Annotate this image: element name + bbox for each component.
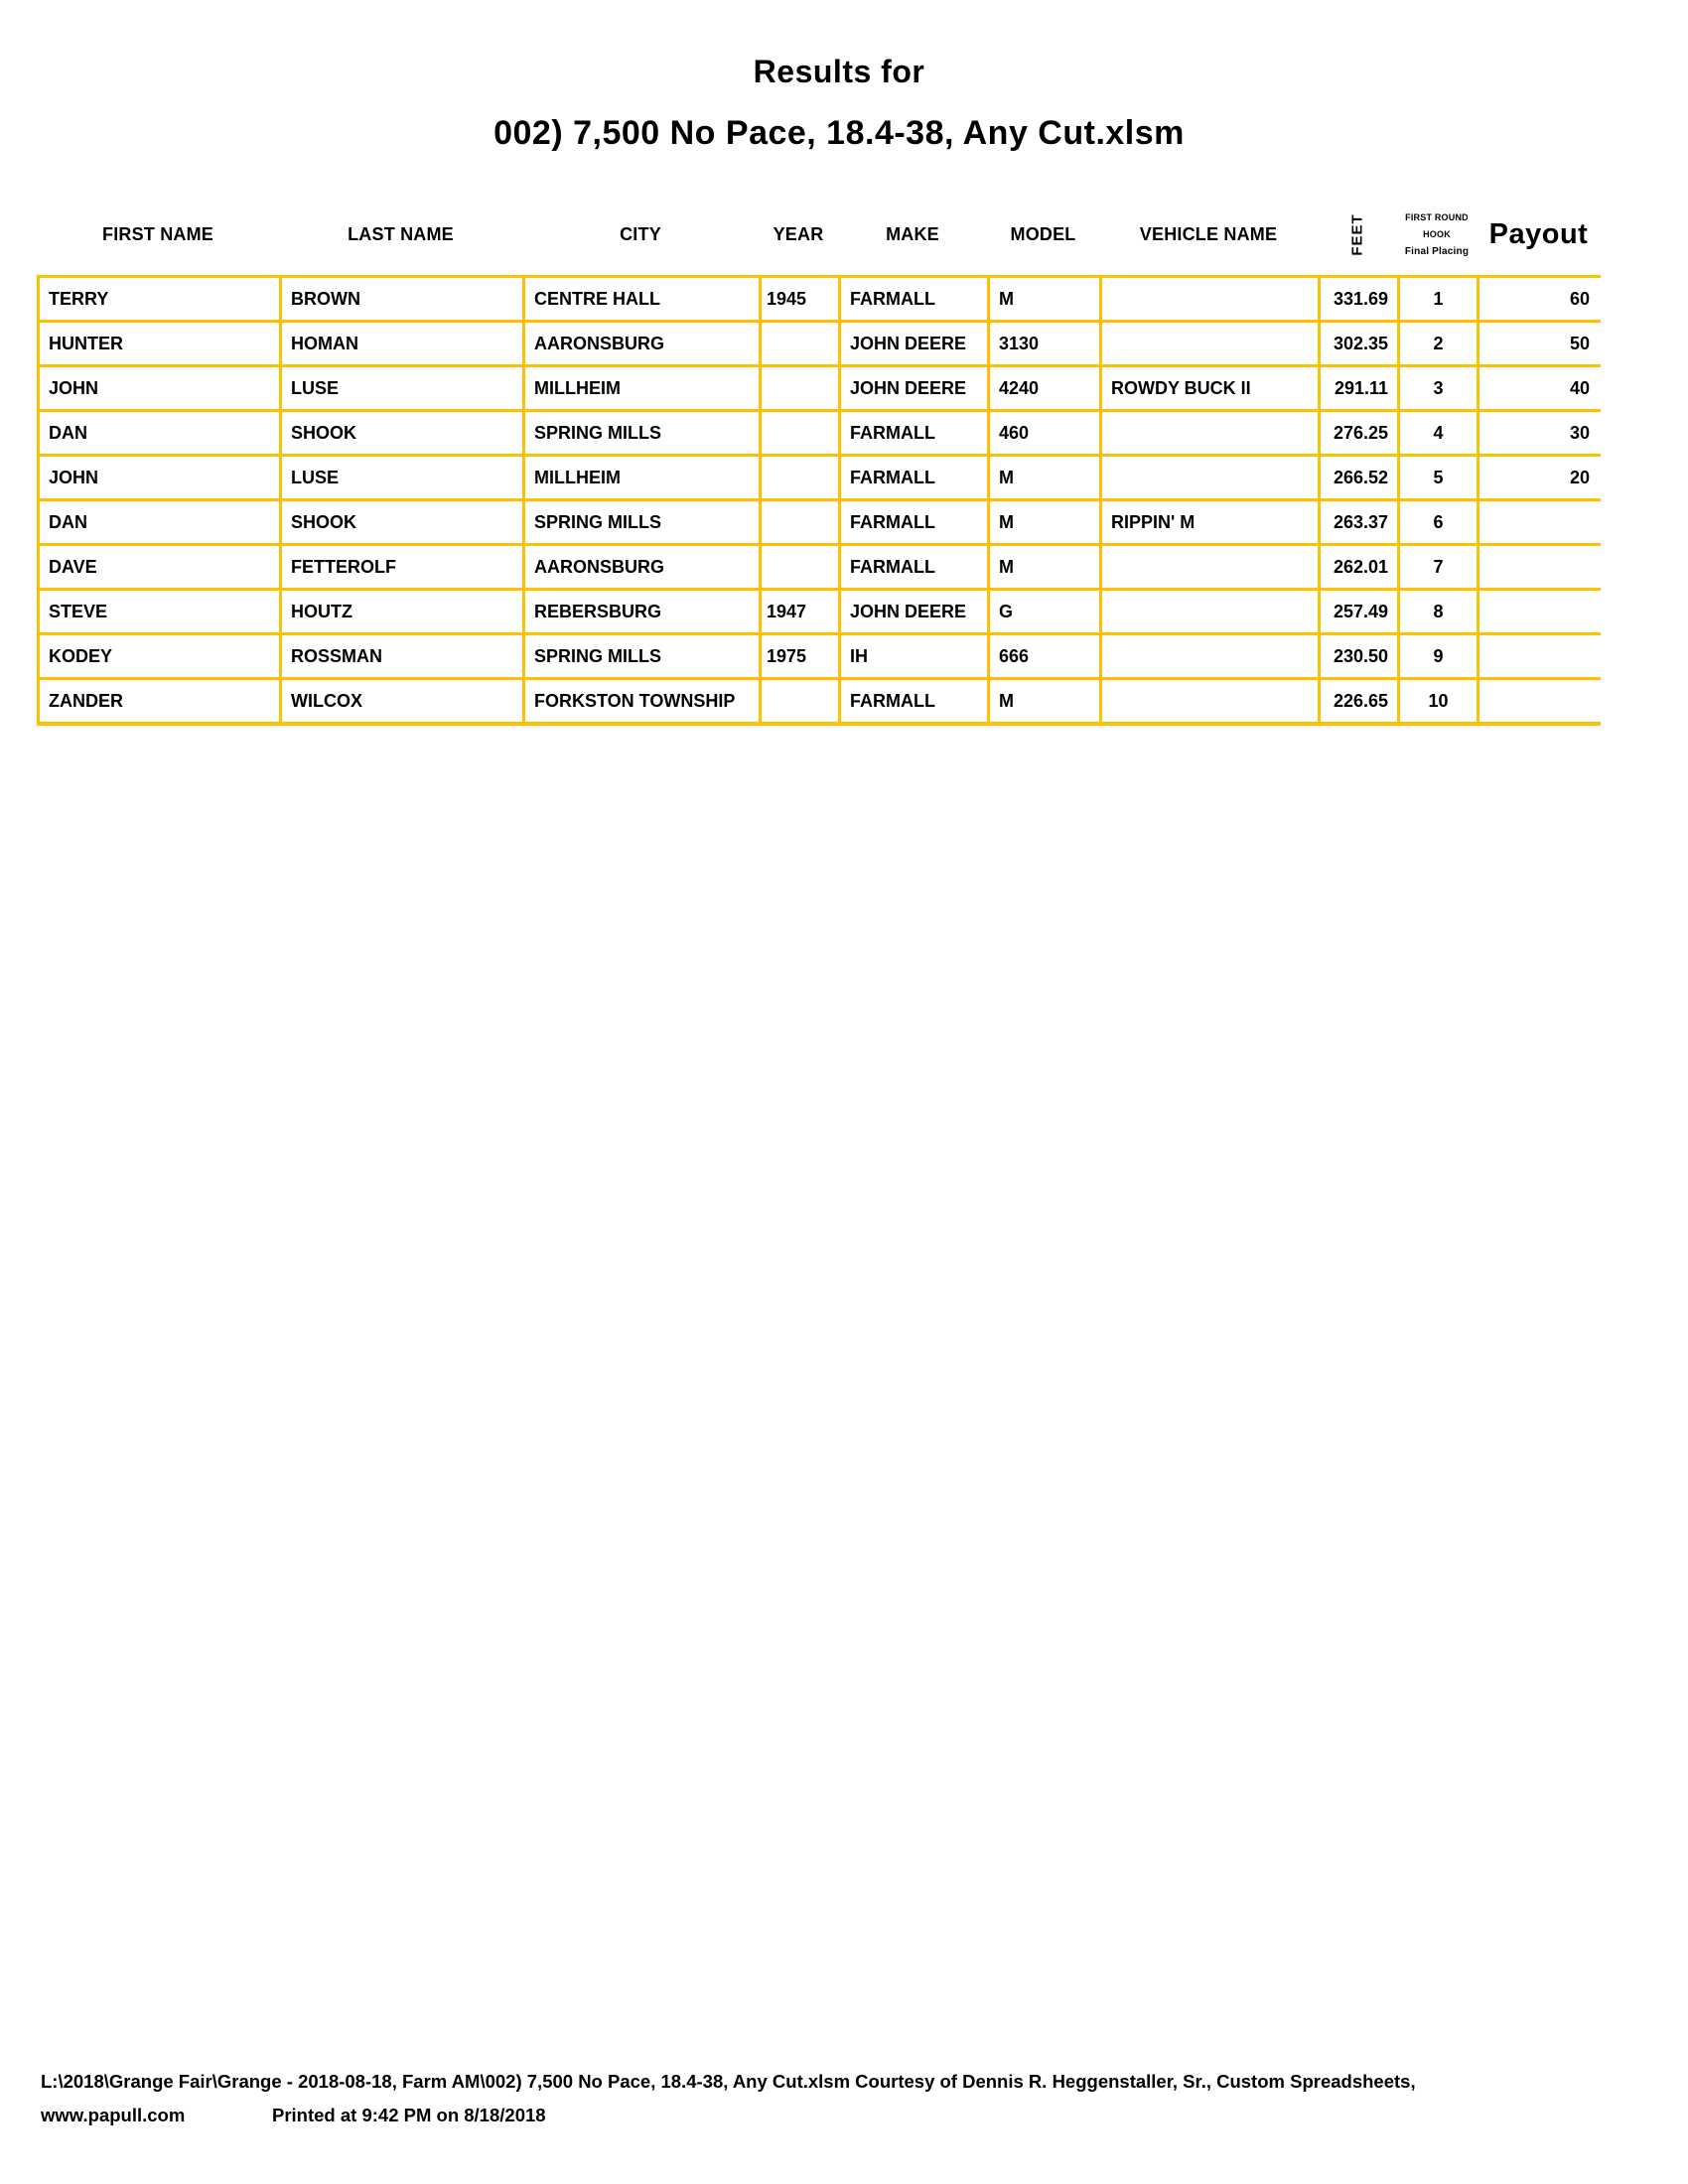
results-table-body [37,275,1601,726]
cell-first-name: JOHN [37,367,279,409]
feet-vertical-label: FEET [1348,212,1366,256]
cell-year: 1975 [759,635,838,677]
cell-last-name: SHOOK [279,501,522,543]
column-header-model: MODEL [1010,223,1076,244]
cell-payout [1477,546,1601,588]
cell-make: FARMALL [838,680,987,722]
cell-city: MILLHEIM [522,367,759,409]
cell-year [759,457,838,498]
table-header-row [37,194,1601,275]
cell-make: JOHN DEERE [838,591,987,632]
cell-make: FARMALL [838,457,987,498]
cell-make: JOHN DEERE [838,367,987,409]
cell-vehicle-name [1099,278,1318,320]
footer-file-path: L:\2018\Grange Fair\Grange - 2018-08-18, Farm AM\002) 7,500 No Pace, 18.4-38, Any Cut.xlsm Courtesy of Dennis R. Heggenstaller, Sr., Custom Spreadsheets, [41,2071,1416,2092]
cell-city: CENTRE HALL [522,278,759,320]
cell-payout: 30 [1477,412,1601,454]
cell-year [759,367,838,409]
cell-placing: 1 [1397,278,1477,320]
cell-payout [1477,635,1601,677]
cell-feet: 226.65 [1318,680,1397,722]
placing-header-line3: Final Placing [1404,245,1470,257]
column-header-first-name: FIRST NAME [102,223,213,244]
cell-last-name: SHOOK [279,412,522,454]
cell-payout [1477,591,1601,632]
column-header-payout: Payout [1488,217,1589,250]
cell-year [759,323,838,364]
cell-payout [1477,680,1601,722]
placing-header-line1: FIRST ROUND [1405,211,1469,222]
cell-feet: 230.50 [1318,635,1397,677]
column-header-city: CITY [620,223,661,244]
cell-vehicle-name [1099,457,1318,498]
cell-vehicle-name [1099,546,1318,588]
cell-placing: 5 [1397,457,1477,498]
cell-feet: 331.69 [1318,278,1397,320]
cell-make: FARMALL [838,546,987,588]
cell-city: FORKSTON TOWNSHIP [522,680,759,722]
cell-vehicle-name: ROWDY BUCK II [1099,367,1318,409]
cell-placing: 2 [1397,323,1477,364]
cell-feet: 263.37 [1318,501,1397,543]
placing-header-line2: HOOK [1423,228,1451,239]
cell-placing: 3 [1397,367,1477,409]
cell-year [759,501,838,543]
footer-website: www.papull.com [41,2105,186,2125]
table-row [37,278,1601,320]
cell-make: FARMALL [838,412,987,454]
report-title: Results for [753,54,925,89]
cell-model: M [987,680,1099,722]
table-row [37,364,1601,409]
report-subtitle-filename: 002) 7,500 No Pace, 18.4-38, Any Cut.xlsm [493,114,1185,152]
cell-last-name: HOUTZ [279,591,522,632]
column-header-feet [1318,194,1397,275]
cell-feet: 276.25 [1318,412,1397,454]
cell-model: M [987,278,1099,320]
column-header-vehicle-name: VEHICLE NAME [1139,223,1278,244]
column-header-final-placing [1397,209,1477,260]
table-row [37,454,1601,498]
footer-print-timestamp: Printed at 9:42 PM on 8/18/2018 [272,2105,546,2125]
cell-vehicle-name [1099,412,1318,454]
cell-year [759,412,838,454]
cell-placing: 6 [1397,501,1477,543]
cell-city: SPRING MILLS [522,412,759,454]
cell-first-name: JOHN [37,457,279,498]
cell-vehicle-name [1099,323,1318,364]
cell-first-name: STEVE [37,591,279,632]
cell-feet: 257.49 [1318,591,1397,632]
cell-feet: 262.01 [1318,546,1397,588]
cell-payout: 20 [1477,457,1601,498]
cell-year [759,680,838,722]
cell-vehicle-name: RIPPIN' M [1099,501,1318,543]
cell-model: M [987,457,1099,498]
cell-last-name: ROSSMAN [279,635,522,677]
table-row [37,588,1601,632]
report-footer [41,2071,1416,2125]
cell-last-name: LUSE [279,457,522,498]
cell-payout: 60 [1477,278,1601,320]
cell-year: 1947 [759,591,838,632]
cell-vehicle-name [1099,680,1318,722]
column-header-last-name: LAST NAME [348,223,454,244]
cell-feet: 302.35 [1318,323,1397,364]
cell-last-name: FETTEROLF [279,546,522,588]
cell-placing: 7 [1397,546,1477,588]
cell-last-name: HOMAN [279,323,522,364]
cell-payout: 50 [1477,323,1601,364]
cell-model: 3130 [987,323,1099,364]
cell-last-name: LUSE [279,367,522,409]
column-header-make: MAKE [886,223,939,244]
cell-first-name: TERRY [37,278,279,320]
table-row [37,498,1601,543]
cell-year: 1945 [759,278,838,320]
cell-city: AARONSBURG [522,323,759,364]
cell-model: 460 [987,412,1099,454]
cell-payout [1477,501,1601,543]
cell-model: M [987,546,1099,588]
cell-city: SPRING MILLS [522,501,759,543]
cell-first-name: ZANDER [37,680,279,722]
cell-payout: 40 [1477,367,1601,409]
cell-model: M [987,501,1099,543]
cell-city: SPRING MILLS [522,635,759,677]
cell-vehicle-name [1099,591,1318,632]
table-row [37,409,1601,454]
cell-last-name: BROWN [279,278,522,320]
cell-last-name: WILCOX [279,680,522,722]
table-row [37,320,1601,364]
cell-first-name: HUNTER [37,323,279,364]
cell-first-name: KODEY [37,635,279,677]
cell-model: G [987,591,1099,632]
footer-line2 [41,2105,1416,2125]
cell-model: 4240 [987,367,1099,409]
table-row [37,677,1601,722]
cell-feet: 291.11 [1318,367,1397,409]
cell-city: MILLHEIM [522,457,759,498]
cell-make: FARMALL [838,278,987,320]
cell-model: 666 [987,635,1099,677]
cell-make: FARMALL [838,501,987,543]
cell-feet: 266.52 [1318,457,1397,498]
cell-placing: 4 [1397,412,1477,454]
column-header-year: YEAR [773,223,824,244]
cell-first-name: DAVE [37,546,279,588]
table-row [37,632,1601,677]
cell-vehicle-name [1099,635,1318,677]
cell-first-name: DAN [37,412,279,454]
cell-year [759,546,838,588]
cell-placing: 10 [1397,680,1477,722]
cell-first-name: DAN [37,501,279,543]
table-row [37,543,1601,588]
cell-placing: 8 [1397,591,1477,632]
cell-make: IH [838,635,987,677]
cell-city: AARONSBURG [522,546,759,588]
cell-placing: 9 [1397,635,1477,677]
cell-city: REBERSBURG [522,591,759,632]
cell-make: JOHN DEERE [838,323,987,364]
